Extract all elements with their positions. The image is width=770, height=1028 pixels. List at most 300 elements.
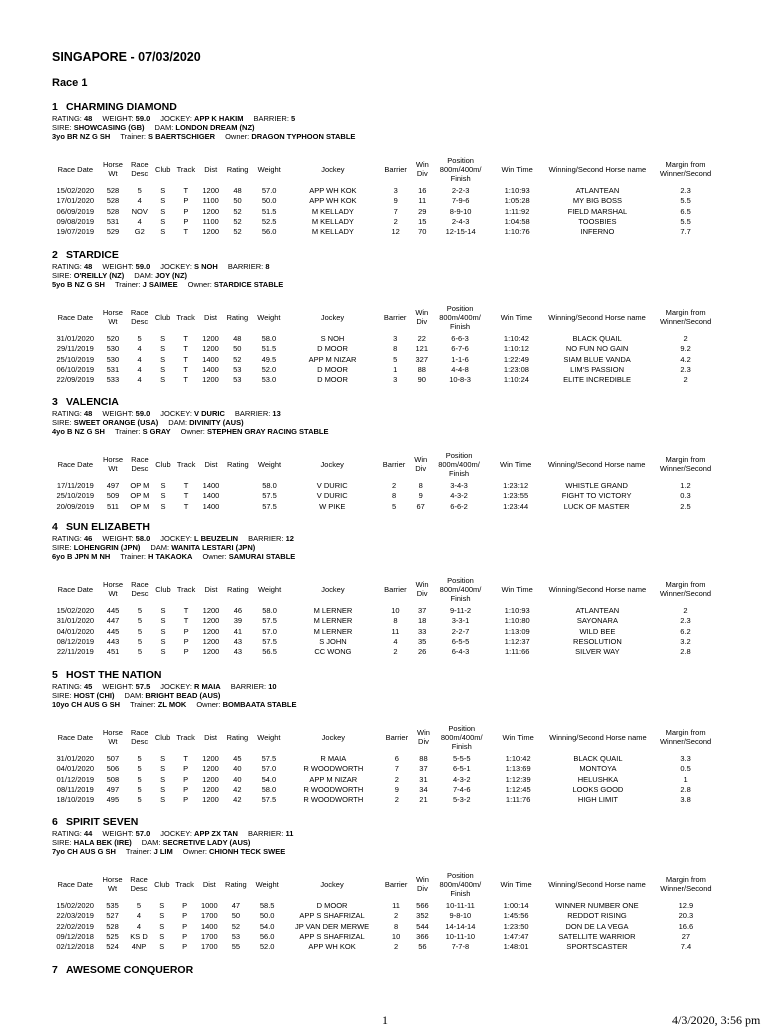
- horse-name: [52, 669, 722, 682]
- table-cell: 528: [106, 921, 119, 931]
- table-cell: 88: [419, 754, 428, 763]
- table-cell: APP WH KOK: [309, 196, 357, 206]
- column-header: Win Time: [501, 584, 533, 594]
- table-cell: 366: [416, 931, 429, 941]
- table-cell: 506: [106, 764, 120, 774]
- table-cell: 509: [106, 491, 120, 501]
- table-cell: 4: [137, 354, 142, 364]
- table-cell: T: [183, 344, 188, 354]
- table-cell: P: [182, 942, 188, 952]
- table-cell: 1:23:50: [503, 921, 529, 931]
- column-header: Position 800m/400m/ Finish: [440, 723, 483, 751]
- table-cell: 1.2: [680, 481, 691, 490]
- horse-meta-line: [52, 262, 722, 271]
- table-cell: 58.0: [261, 784, 277, 794]
- table-cell: S JOHN: [319, 636, 347, 646]
- table-cell: 1000: [200, 901, 218, 910]
- weight-value: 59.0: [135, 409, 151, 418]
- column-header: Race Date: [57, 732, 93, 742]
- table-cell: 15: [418, 216, 427, 226]
- horse-description: 5yo B NZ G SH: [52, 280, 105, 289]
- jockey-label: JOCKEY:: [160, 114, 192, 123]
- barrier-label: BARRIER:: [227, 262, 264, 271]
- table-row: [52, 491, 722, 501]
- table-cell: 09/12/2018: [56, 931, 94, 941]
- table-row: [52, 375, 722, 385]
- table-cell: WHISTLE GRAND: [565, 481, 628, 490]
- table-cell: 1:10:42: [505, 754, 531, 763]
- table-cell: 1:05:28: [504, 196, 530, 206]
- table-cell: 2.3: [680, 186, 691, 195]
- table-cell: 1200: [202, 784, 219, 794]
- column-header: Win Div: [415, 308, 429, 326]
- table-cell: 5: [137, 626, 142, 636]
- trainer-value: H TAKAOKA: [148, 552, 193, 561]
- column-header: Dist: [202, 879, 216, 889]
- horse-number: 7: [52, 964, 58, 976]
- table-cell: 22/02/2019: [56, 921, 94, 931]
- table-cell: APP WH KOK: [309, 186, 357, 195]
- table-cell: 18/10/2019: [56, 795, 95, 805]
- column-header: Margin from Winner/Second: [659, 455, 712, 473]
- table-cell: 9: [418, 491, 423, 501]
- column-header: Barrier: [384, 879, 408, 889]
- table-cell: INFERNO: [580, 227, 615, 237]
- horse-name: [52, 396, 722, 409]
- column-header: Position 800m/400m/ Finish: [438, 450, 480, 478]
- table-cell: 1400: [202, 481, 220, 490]
- table-cell: [223, 502, 252, 512]
- table-cell: 57.5: [261, 754, 277, 763]
- table-cell: 2: [683, 334, 688, 343]
- table-cell: M LERNER: [313, 626, 353, 636]
- table-cell: 508: [106, 774, 120, 784]
- table-cell: 528: [106, 206, 120, 216]
- table-header-row: [52, 572, 722, 606]
- table-cell: D MOOR: [317, 375, 348, 385]
- table-row: [52, 606, 722, 616]
- table-cell: 1:22:49: [503, 354, 529, 364]
- table-cell: S: [160, 754, 166, 763]
- table-cell: S: [159, 901, 165, 910]
- horse-owner-line: [52, 280, 722, 289]
- table-cell: 11: [392, 901, 400, 910]
- horse-entry: [52, 249, 722, 385]
- weight-label: WEIGHT:: [102, 829, 134, 838]
- table-cell: D MOOR: [317, 344, 348, 354]
- owner-value: STARDICE STABLE: [213, 280, 284, 289]
- table-cell: 5: [137, 636, 142, 646]
- table-cell: 9.2: [680, 344, 691, 354]
- horse-description: 7yo CH AUS G SH: [52, 847, 116, 856]
- horse-meta-line: [52, 114, 722, 123]
- horse-number: 3: [52, 396, 58, 408]
- table-cell: 1:12:37: [504, 636, 530, 646]
- table-cell: 529: [106, 227, 120, 237]
- horse-number: 1: [52, 101, 58, 113]
- table-cell: DON DE LA VEGA: [565, 921, 629, 931]
- table-cell: 1: [393, 364, 398, 374]
- rating-label: RATING:: [52, 114, 82, 123]
- table-cell: 1:10:93: [504, 606, 530, 615]
- table-cell: 58.5: [259, 901, 275, 910]
- jockey-label: JOCKEY:: [160, 682, 192, 691]
- table-cell: 6-5-5: [451, 636, 470, 646]
- trainer-label: Trainer:: [114, 427, 141, 436]
- table-cell: 1:11:92: [504, 206, 530, 216]
- table-cell: 50: [233, 344, 242, 354]
- table-cell: 10-11-11: [445, 901, 475, 910]
- table-cell: R WOODWORTH: [303, 764, 364, 774]
- table-cell: 5: [137, 764, 142, 774]
- table-cell: 1:11:66: [504, 647, 530, 657]
- table-cell: 45: [233, 754, 242, 763]
- trainer-value: ZL MOK: [157, 700, 187, 709]
- table-cell: S: [159, 942, 165, 952]
- owner-value: BOMBAATA STABLE: [222, 700, 297, 709]
- jockey-label: JOCKEY:: [160, 409, 192, 418]
- table-cell: V DURIC: [316, 481, 348, 490]
- sire-value: HOST (CHI): [73, 691, 115, 700]
- table-cell: 511: [107, 501, 119, 511]
- table-cell: RESOLUTION: [573, 636, 622, 646]
- table-cell: R MAIA: [320, 754, 347, 763]
- table-header-row: [52, 300, 722, 334]
- table-cell: 01/12/2019: [56, 774, 95, 784]
- table-cell: P: [183, 196, 189, 206]
- horse-entry: [52, 521, 722, 657]
- column-header: Club: [154, 879, 170, 889]
- rating-value: 46: [83, 534, 93, 543]
- table-cell: S: [160, 354, 166, 364]
- table-cell: FIGHT TO VICTORY: [561, 491, 632, 501]
- column-header: Barrier: [382, 459, 406, 469]
- table-cell: 8: [418, 481, 423, 490]
- table-cell: 14-14-14: [445, 921, 476, 931]
- table-cell: 35: [417, 636, 427, 646]
- jockey-value: V DURIC: [194, 409, 225, 418]
- table-cell: 1200: [202, 647, 220, 657]
- page-number: 1: [382, 1013, 388, 1027]
- table-cell: 1200: [202, 375, 219, 385]
- owner-value: CHIONH TECK SWEE: [209, 847, 286, 856]
- column-header: Track: [176, 312, 195, 322]
- column-header: Track: [175, 879, 194, 889]
- table-cell: APP M NIZAR: [308, 354, 357, 364]
- jockey-label: JOCKEY:: [160, 262, 192, 271]
- table-row: [52, 207, 722, 217]
- table-cell: 5: [137, 616, 142, 626]
- table-cell: 1-1-6: [451, 354, 469, 364]
- horse-meta-line: [52, 829, 722, 838]
- table-cell: 1200: [202, 344, 219, 354]
- trainer-label: Trainer:: [120, 132, 146, 141]
- table-cell: 497: [106, 481, 120, 490]
- column-header: Position 800m/400m/ Finish: [439, 303, 481, 331]
- table-cell: 121: [415, 344, 429, 354]
- trainer-label: Trainer:: [114, 280, 141, 289]
- table-cell: S: [160, 491, 166, 501]
- table-cell: 12.9: [678, 901, 694, 910]
- table-cell: 22/03/2019: [56, 911, 94, 921]
- column-header: Rating: [225, 879, 247, 889]
- table-cell: S: [160, 481, 166, 490]
- table-cell: 1:23:44: [503, 501, 529, 511]
- horse-name-text: VALENCIA: [66, 396, 119, 408]
- horse-owner-line: [52, 427, 722, 436]
- column-header: Race Desc: [131, 455, 149, 473]
- horse-entry: [52, 964, 722, 977]
- column-header: Race Desc: [130, 308, 149, 326]
- table-cell: 3-3-1: [451, 616, 470, 626]
- table-cell: 2-4-3: [451, 216, 470, 226]
- column-header: Horse Wt: [102, 160, 123, 178]
- horse-name: [52, 101, 722, 114]
- dam-label: DAM:: [154, 123, 174, 132]
- table-cell: 06/10/2019: [56, 364, 95, 374]
- table-cell: 1200: [202, 186, 220, 195]
- table-cell: 528: [106, 196, 120, 206]
- owner-label: Owner:: [225, 132, 250, 141]
- table-cell: 5.5: [680, 196, 691, 206]
- table-cell: 31/01/2020: [56, 334, 95, 343]
- table-cell: 1200: [202, 606, 220, 615]
- table-cell: 58.0: [262, 606, 277, 615]
- table-row: [52, 616, 722, 626]
- table-cell: FIELD MARSHAL: [567, 206, 628, 216]
- table-cell: 352: [416, 911, 429, 921]
- table-cell: S: [160, 364, 166, 374]
- table-cell: 525: [106, 931, 119, 941]
- table-cell: 57.5: [262, 636, 277, 646]
- table-cell: 5: [137, 754, 142, 763]
- sire-value: LOHENGRIN (JPN): [73, 543, 141, 552]
- owner-value: SAMURAI STABLE: [228, 552, 296, 561]
- table-cell: P: [183, 206, 189, 216]
- table-cell: 52.0: [259, 942, 275, 952]
- table-cell: 520: [106, 334, 120, 343]
- sire-value: SHOWCASING (GB): [73, 123, 145, 132]
- table-cell: 1200: [202, 774, 219, 784]
- column-header: Win Time: [502, 732, 534, 742]
- trainer-value: J SAIMEE: [142, 280, 178, 289]
- column-header: Margin from Winner/Second: [660, 875, 712, 893]
- table-cell: 6-7-6: [451, 344, 469, 354]
- column-header: Dist: [204, 584, 218, 594]
- horse-number: 4: [52, 521, 58, 533]
- table-row: [52, 911, 722, 921]
- table-cell: 2-2-7: [451, 626, 470, 636]
- table-cell: 528: [106, 186, 120, 195]
- column-header: Club: [154, 732, 171, 742]
- table-cell: 1:13:09: [504, 626, 530, 636]
- table-cell: [223, 481, 252, 491]
- table-cell: S: [160, 196, 166, 206]
- table-cell: 530: [106, 344, 120, 354]
- table-cell: 1400: [202, 354, 219, 364]
- table-cell: 1200: [202, 334, 219, 343]
- barrier-label: BARRIER:: [253, 114, 289, 123]
- column-header: Margin from Winner/Second: [659, 160, 712, 178]
- column-header: Race Date: [57, 164, 94, 174]
- sire-label: SIRE:: [52, 543, 72, 552]
- table-cell: 10-11-10: [445, 931, 476, 941]
- table-cell: 7.4: [680, 942, 692, 952]
- table-cell: 535: [106, 901, 119, 910]
- table-cell: 08/11/2019: [56, 784, 94, 794]
- column-header: Winning/Second Horse name: [548, 584, 647, 594]
- column-header: Horse Wt: [102, 728, 123, 746]
- table-cell: 566: [416, 901, 429, 910]
- table-cell: 531: [106, 364, 120, 374]
- barrier-value: 13: [272, 409, 281, 418]
- column-header: Club: [155, 164, 171, 174]
- column-header: Win Div: [414, 455, 428, 473]
- table-cell: 1:23:55: [503, 491, 529, 501]
- table-cell: 51.5: [261, 206, 277, 216]
- table-cell: 1200: [202, 764, 219, 774]
- table-cell: S: [160, 774, 166, 784]
- table-cell: 8-9-10: [449, 206, 472, 216]
- table-cell: 33: [417, 626, 427, 636]
- table-cell: 2.8: [680, 647, 691, 657]
- column-header: Horse Wt: [102, 455, 123, 473]
- table-cell: 4: [136, 921, 142, 931]
- column-header: Dist: [204, 312, 217, 322]
- column-header: Track: [176, 459, 196, 469]
- table-cell: 6-4-3: [451, 647, 470, 657]
- table-cell: HELUSHKA: [577, 774, 619, 784]
- sire-label: SIRE:: [52, 418, 72, 427]
- table-cell: BLACK QUAIL: [572, 334, 622, 343]
- column-header: Jockey: [321, 164, 345, 174]
- column-header: Barrier: [383, 312, 407, 322]
- table-cell: 5: [137, 774, 142, 784]
- table-cell: 53: [233, 364, 242, 374]
- rating-label: RATING:: [52, 409, 82, 418]
- table-cell: 4: [137, 364, 142, 374]
- table-cell: 445: [106, 606, 120, 615]
- table-cell: 6.5: [680, 206, 691, 216]
- dam-value: DIVINITY (AUS): [189, 418, 244, 427]
- table-cell: 22/11/2019: [56, 647, 94, 657]
- column-header: Dist: [204, 164, 218, 174]
- table-cell: S: [160, 626, 166, 636]
- weight-value: 58.0: [135, 534, 151, 543]
- column-header: Win Time: [500, 312, 533, 322]
- table-cell: 6: [394, 754, 399, 763]
- horse-description: 4yo B NZ G SH: [52, 427, 105, 436]
- table-cell: T: [183, 481, 189, 490]
- table-cell: P: [182, 901, 188, 910]
- table-row: [52, 932, 722, 942]
- table-cell: R WOODWORTH: [303, 784, 364, 794]
- table-row: [52, 334, 722, 344]
- table-cell: 6-6-3: [451, 334, 469, 343]
- table-cell: 49.5: [261, 354, 277, 364]
- table-cell: 53: [233, 375, 242, 385]
- table-cell: S: [160, 227, 166, 237]
- table-cell: 1:11:76: [505, 795, 531, 805]
- table-cell: 15/02/2020: [56, 901, 94, 910]
- horse-pedigree-line: [52, 418, 722, 427]
- table-cell: 1200: [202, 227, 220, 237]
- jockey-value: APP K HAKIM: [194, 114, 244, 123]
- table-cell: 37: [419, 764, 428, 774]
- column-header: Margin from Winner/Second: [659, 308, 712, 326]
- table-cell: 50: [231, 911, 241, 921]
- table-cell: 1:00:14: [503, 901, 529, 910]
- weight-value: 59.0: [135, 114, 151, 123]
- table-cell: 3: [393, 334, 398, 343]
- table-cell: 31/01/2020: [56, 616, 95, 626]
- table-cell: T: [183, 606, 189, 615]
- table-cell: 507: [106, 754, 120, 763]
- table-row: [52, 785, 722, 795]
- table-cell: 1200: [202, 206, 220, 216]
- table-cell: S: [160, 501, 166, 511]
- table-cell: T: [183, 364, 188, 374]
- barrier-label: BARRIER:: [234, 409, 271, 418]
- table-cell: 50.0: [259, 911, 275, 921]
- table-cell: ELITE INCREDIBLE: [563, 375, 632, 385]
- horse-name-text: SPIRIT SEVEN: [66, 816, 139, 828]
- table-cell: 8: [393, 616, 398, 626]
- table-cell: P: [183, 795, 189, 805]
- table-cell: 29: [418, 206, 427, 216]
- column-header: Horse Wt: [103, 580, 124, 598]
- table-cell: 1:45:56: [503, 911, 529, 921]
- weight-value: 57.5: [135, 682, 151, 691]
- table-cell: 11: [391, 626, 400, 636]
- table-cell: 3.8: [680, 795, 691, 805]
- table-cell: 18: [417, 616, 427, 626]
- column-header: Jockey: [320, 879, 344, 889]
- horse-name-text: SUN ELIZABETH: [66, 521, 150, 533]
- table-cell: 451: [106, 647, 120, 657]
- column-header: Race Date: [57, 879, 93, 889]
- horse-number: 2: [52, 249, 58, 261]
- table-cell: 1:10:80: [504, 616, 530, 626]
- rating-label: RATING:: [52, 682, 82, 691]
- table-cell: 16: [418, 186, 427, 195]
- sire-label: SIRE:: [52, 691, 72, 700]
- column-header: Win Time: [501, 164, 533, 174]
- table-cell: 2: [393, 216, 398, 226]
- table-cell: S: [160, 216, 166, 226]
- barrier-value: 5: [291, 114, 296, 123]
- column-header: Win Div: [415, 580, 429, 598]
- table-cell: 55: [231, 942, 241, 952]
- table-row: [52, 481, 722, 491]
- table-cell: S: [160, 795, 166, 805]
- trainer-label: Trainer:: [125, 847, 152, 856]
- table-cell: 9-11-2: [449, 606, 472, 615]
- table-row: [52, 502, 722, 512]
- table-cell: P: [183, 784, 189, 794]
- table-cell: 5-5-5: [452, 754, 471, 763]
- column-header: Weight: [257, 164, 281, 174]
- column-header: Rating: [227, 459, 249, 469]
- table-cell: 2: [393, 942, 399, 952]
- table-cell: 5: [137, 606, 142, 615]
- table-cell: 1:23:08: [503, 364, 529, 374]
- weight-label: WEIGHT:: [102, 262, 134, 271]
- table-cell: T: [183, 227, 189, 237]
- table-cell: T: [183, 491, 189, 501]
- table-cell: P: [182, 921, 188, 931]
- table-cell: SAYONARA: [576, 616, 618, 626]
